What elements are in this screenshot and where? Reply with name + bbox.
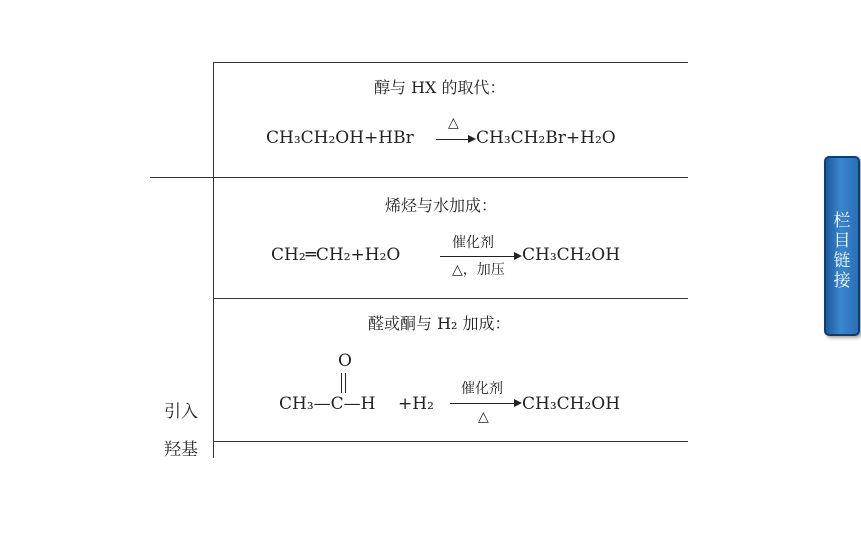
section1-reaction-arrow <box>436 139 474 140</box>
section2-heading: 烯烃与水加成： <box>385 196 498 215</box>
section3-equation-left: CH₃—C—H <box>279 394 376 414</box>
section1-equation-left: CH₃CH₂OH+HBr <box>266 128 414 148</box>
section3-heading: 醛或酮与 H₂ 加成： <box>368 314 511 333</box>
section3-double-bond <box>341 373 346 393</box>
section3-reaction-arrow <box>450 403 520 404</box>
section1-heading: 醇与 HX 的取代： <box>374 78 506 97</box>
section1-arrow-condition: △ <box>448 115 459 131</box>
column-link-char-2: 目 <box>833 231 851 251</box>
section3-carbonyl-oxygen: O <box>338 351 352 371</box>
left-label-line-2: 羟基 <box>164 440 198 458</box>
section1-equation-right: CH₃CH₂Br+H₂O <box>476 128 616 148</box>
section3-equation-hydrogen: +H₂ <box>398 394 434 414</box>
table-row-rule-3 <box>213 441 688 442</box>
section2-arrow-catalyst: 催化剂 <box>452 235 494 251</box>
table-row-rule-1 <box>150 177 688 178</box>
column-link-char-4: 接 <box>833 271 851 291</box>
column-link-char-1: 栏 <box>833 211 851 231</box>
table-top-rule <box>213 62 688 63</box>
section2-arrow-conditions: △，加压 <box>452 262 505 278</box>
section3-equation-right: CH₃CH₂OH <box>522 394 621 414</box>
table-row-rule-2 <box>213 298 688 299</box>
column-link-char-3: 链 <box>833 251 851 271</box>
section3-arrow-condition: △ <box>478 409 489 425</box>
table-left-border <box>213 62 214 458</box>
left-label-clip <box>158 400 208 458</box>
column-link-button[interactable] <box>824 156 860 336</box>
section2-equation-left: CH₂═CH₂+H₂O <box>271 245 401 265</box>
section3-arrow-catalyst: 催化剂 <box>461 381 503 397</box>
left-label-line-1: 引入 <box>164 402 198 422</box>
section2-equation-right: CH₃CH₂OH <box>522 245 621 265</box>
section2-reaction-arrow <box>440 256 520 257</box>
